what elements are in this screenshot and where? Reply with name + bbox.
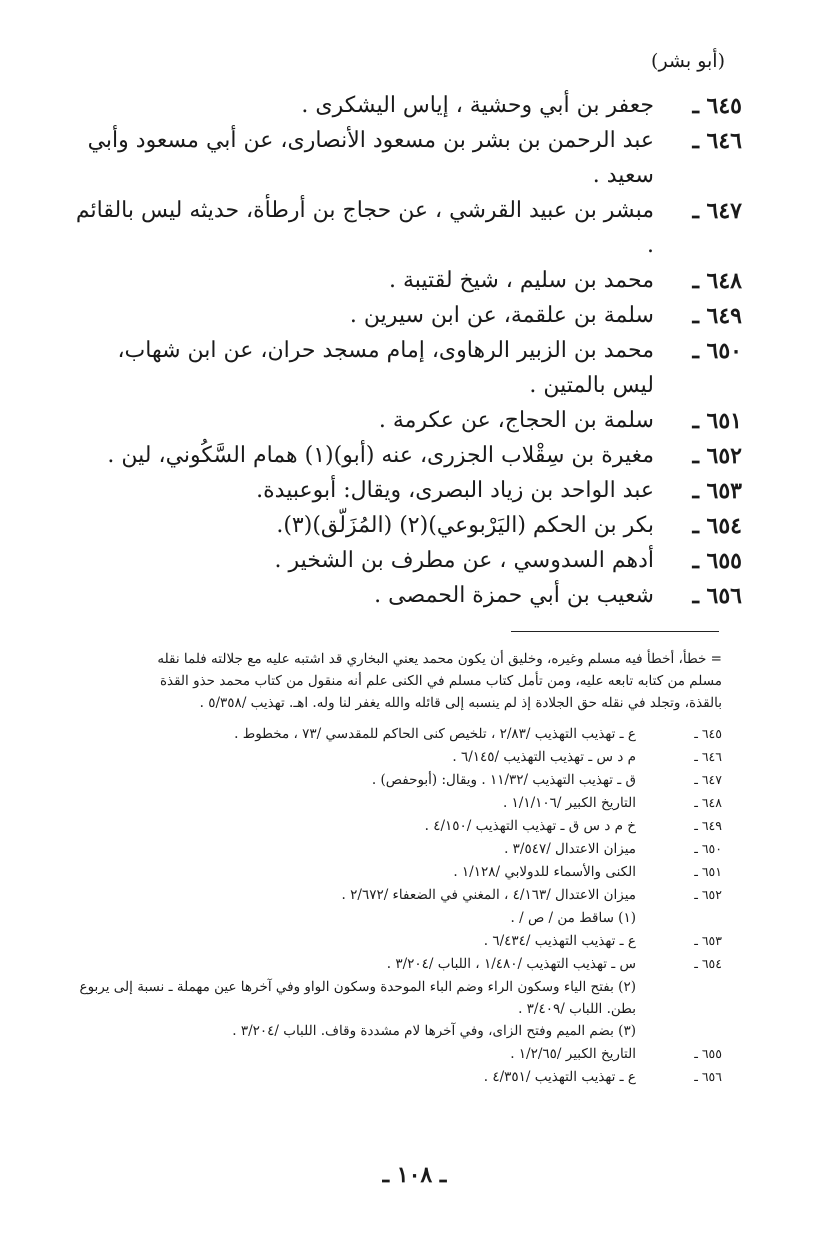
entry-text: مبشر بن عبيد القرشي ، عن حجاج بن أرطأة، حديثه ليس بالقائم . xyxy=(75,198,654,258)
entry-text: مغيرة بن سِقْلاب الجزرى، عنه (أبو)(١) همام السَّكُوني، لين . xyxy=(107,443,654,468)
entry-text: بكر بن الحكم (اليَرْبوعي)(٢) (المُزَلّق)(٣). xyxy=(276,513,654,538)
page-number: ـ ١٠٨ ـ xyxy=(382,1162,447,1188)
entry-text: عبد الرحمن بن بشر بن مسعود الأنصارى، عن أبي مسعود وأبي سعيد . xyxy=(87,128,654,188)
entry-text: محمد بن سليم ، شيخ لقتيبة . xyxy=(389,268,654,293)
entry-645 xyxy=(70,88,742,123)
footnote-number: ٦٤٨ ـ xyxy=(694,795,722,810)
entry-text: سلمة بن الحجاج، عن عكرمة . xyxy=(378,408,654,433)
footnote-text: ق ـ تهذيب التهذيب /١١/٣٢ . ويقال: (أبوحفص) . xyxy=(371,772,636,788)
footnote-divider xyxy=(511,631,719,632)
entry-649 xyxy=(70,298,742,333)
entry-653 xyxy=(70,473,742,508)
footnote-text: ع ـ تهذيب التهذيب /٢/٨٣ ، تلخيص كنى الحاكم للمقدسي /٧٣ ، مخطوط . xyxy=(234,726,636,742)
footnote-row xyxy=(64,1066,722,1089)
footnote-text: خ م د س ق ـ تهذيب التهذيب /٤/١٥٠ . xyxy=(424,818,636,834)
footnote-text: الكنى والأسماء للدولابي /١/١٢٨ . xyxy=(453,864,636,880)
footnote-row xyxy=(64,861,722,884)
entry-654 xyxy=(70,508,742,543)
footnote-row xyxy=(64,907,722,930)
footnote-row xyxy=(64,838,722,861)
footnotes-list xyxy=(64,723,722,1089)
footnote-row xyxy=(64,930,722,953)
entry-656 xyxy=(70,578,742,613)
footnote-row xyxy=(64,884,722,907)
entry-text: شعيب بن أبي حمزة الحمصى . xyxy=(374,583,654,608)
entry-648 xyxy=(70,263,742,298)
entry-number: ٦٥٠ ـ xyxy=(692,338,742,364)
footnote-number xyxy=(654,907,722,910)
entry-651 xyxy=(70,403,742,438)
entry-number: ٦٤٥ ـ xyxy=(692,93,742,119)
footnote-number: ٦٥١ ـ xyxy=(694,864,722,879)
continuation-line: بالقذة، وتجلد في نقله حق الجلادة إذ لم ينسبه إلى قائله والله يغفر لنا وله. اهـ. تهذيب /٥/٣٥٨ . xyxy=(199,695,722,711)
footnote-row xyxy=(64,769,722,792)
footnote-row xyxy=(64,1020,722,1043)
entry-number: ٦٤٩ ـ xyxy=(692,303,742,329)
entry-650 xyxy=(70,333,742,403)
footnote-row xyxy=(64,953,722,976)
continuation-line: مسلم من كتابه تابعه عليه، ومن تأمل كتاب مسلم في الكنى علم أنه منقول من كتاب محمد حذو القذة xyxy=(159,673,722,689)
entry-number: ٦٥١ ـ xyxy=(692,408,742,434)
footnote-number: ٦٤٩ ـ xyxy=(694,818,722,833)
entry-655 xyxy=(70,543,742,578)
footnote-number: ٦٥٢ ـ xyxy=(694,887,722,902)
footnote-number: ٦٥٣ ـ xyxy=(694,933,722,948)
entry-number: ٦٥٤ ـ xyxy=(692,513,742,539)
running-title: (أبو بشر) xyxy=(651,50,725,72)
footnote-text: ع ـ تهذيب التهذيب /٤/٣٥١ . xyxy=(483,1069,636,1085)
footnote-number: ٦٥٠ ـ xyxy=(694,841,722,856)
footnote-text: (٢) بفتح الياء وسكون الراء وضم الباء الموحدة وسكون الواو وفي آخرها عين مهملة ـ نسبة إلى يربوع بطن. اللباب /٣/٤٠٩ . xyxy=(79,979,636,1017)
entry-652 xyxy=(70,438,742,473)
entry-number: ٦٥٢ ـ xyxy=(692,443,742,469)
footnote-text: (٣) بضم الميم وفتح الزاى، وفي آخرها لام مشددة وقاف. اللباب /٣/٢٠٤ . xyxy=(232,1023,636,1039)
entry-text: جعفر بن أبي وحشية ، إياس اليشكرى . xyxy=(301,93,654,118)
footnote-number: ٦٥٥ ـ xyxy=(694,1046,722,1061)
footnote-number xyxy=(654,1020,722,1023)
footnote-continuation xyxy=(64,648,722,714)
entry-number: ٦٥٣ ـ xyxy=(692,478,742,504)
footnote-number: ٦٥٤ ـ xyxy=(694,956,722,971)
footnote-row xyxy=(64,723,722,746)
footnote-text: ع ـ تهذيب التهذيب /٦/٤٣٤ . xyxy=(483,933,636,949)
entry-number: ٦٥٦ ـ xyxy=(692,583,742,609)
footnote-text: م د س ـ تهذيب التهذيب /٦/١٤٥ . xyxy=(452,749,636,765)
footnote-text: ميزان الاعتدال /٤/١٦٣ ، المغني في الضعفاء /٢/٦٧٢ . xyxy=(341,887,636,903)
footnote-row xyxy=(64,976,722,1020)
footnote-text: التاريخ الكبير /١/٢/٦٥ . xyxy=(510,1046,636,1062)
footnote-row xyxy=(64,1043,722,1066)
footnote-row xyxy=(64,792,722,815)
entry-647 xyxy=(70,193,742,263)
footnote-text: التاريخ الكبير /١/١/١٠٦ . xyxy=(502,795,636,811)
continuation-line: = خطأ، أخطأ فيه مسلم وغيره، وخليق أن يكون محمد يعني البخاري قد اشتبه عليه مع جلالته فلما نقله xyxy=(157,651,722,667)
entry-number: ٦٤٦ ـ xyxy=(692,128,742,154)
entry-text: محمد بن الزبير الرهاوى، إمام مسجد حران، عن ابن شهاب، ليس بالمتين . xyxy=(117,338,654,398)
footnote-row xyxy=(64,746,722,769)
entry-number: ٦٤٧ ـ xyxy=(692,198,742,224)
entry-number: ٦٥٥ ـ xyxy=(692,548,742,574)
entry-646 xyxy=(70,123,742,193)
footnote-number: ٦٤٧ ـ xyxy=(694,772,722,787)
footnote-number xyxy=(654,976,722,979)
entries-list xyxy=(70,88,742,613)
footnote-number: ٦٥٦ ـ xyxy=(694,1069,722,1084)
footnote-text: س ـ تهذيب التهذيب /١/٤٨٠ ، اللباب /٣/٢٠٤ . xyxy=(386,956,636,972)
entry-text: سلمة بن علقمة، عن ابن سيرين . xyxy=(349,303,654,328)
footnote-number: ٦٤٦ ـ xyxy=(694,749,722,764)
entry-text: عبد الواحد بن زياد البصرى، ويقال: أبوعبيدة. xyxy=(256,478,654,503)
footnote-text: ميزان الاعتدال /٣/٥٤٧ . xyxy=(504,841,636,857)
entry-text: أدهم السدوسي ، عن مطرف بن الشخير . xyxy=(274,548,654,573)
footnote-text: (١) ساقط من / ص / . xyxy=(510,910,636,926)
footnote-number: ٦٤٥ ـ xyxy=(694,726,722,741)
footnote-row xyxy=(64,815,722,838)
entry-number: ٦٤٨ ـ xyxy=(692,268,742,294)
